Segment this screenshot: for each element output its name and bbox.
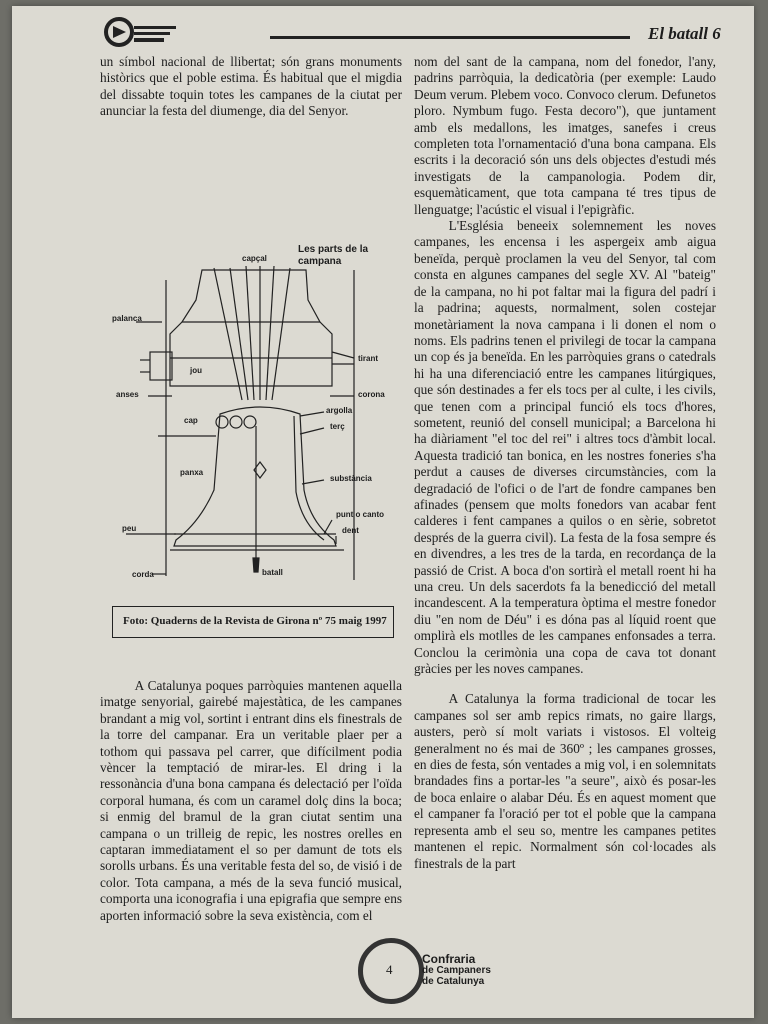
label-anses: anses: [116, 390, 139, 399]
label-dent: dent: [342, 526, 359, 535]
label-batall: batall: [262, 568, 283, 577]
label-terc: terç: [330, 422, 345, 431]
label-corona: corona: [358, 390, 385, 399]
photo-caption: Foto: Quaderns de la Revista de Girona nº 75 maig 1997: [123, 615, 387, 627]
footer-brand: Confraria de Campaners de Catalunya: [422, 952, 491, 987]
label-palanca: palanca: [112, 314, 142, 323]
left-column-bottom: [100, 678, 402, 924]
label-panxa: panxa: [180, 468, 204, 477]
header-rule: [270, 36, 630, 39]
publication-title: El batall 6: [648, 24, 721, 43]
document-page: [12, 6, 754, 1018]
label-tirant: tirant: [358, 354, 378, 363]
label-substancia: substància: [330, 474, 372, 483]
left-column-top: [100, 54, 402, 120]
label-peu: peu: [122, 524, 137, 533]
confraria-logo-icon: [104, 16, 180, 48]
bell-diagram: [110, 240, 410, 590]
label-corda: corda: [132, 570, 154, 579]
page-header: [100, 16, 740, 50]
photo-caption-box: [112, 606, 394, 638]
label-punt-canto: punt o canto: [336, 510, 384, 519]
page-number: 4: [386, 962, 393, 977]
paragraph: A Catalunya poques parròquies mantenen aquella imatge senyorial, gairebé majestàtica, de les campanes brandant a mig vol, sortint i entrant dins els finestrals de la torre del campanar. Era un veritable plaer per a tothom qui passava pel carrer, que difícilment podia vèncer la temptació de mirar-les. El dring i la ressonància d'una bona campana és delectació per l'oïda corporal humana, és com un caramel dolç dins la boca; si enmig del bramul de la gran ciutat sentim una campana o un trilleig de repic, les nostres orelles en captaran immediatament el so per damunt de tots els sorolls urbans. És una veritable festa del so, de visió i de color. Tota campana, a més de la seva funció musical, comporta una iconografia i una epigrafia que sempre ens aporten informació sobre la seva existència, com el: [100, 678, 403, 923]
label-jou: jou: [190, 366, 202, 375]
label-capcal: capçal: [242, 254, 267, 263]
paragraph: A Catalunya la forma tradicional de tocar les campanes sol ser amb repics rimats, no gaire llargs, austers, però sí molt variats i vistosos. El volteig generalment no és mai de 360º ; les campanes grosses, en dies de festa, són ventades a mig vol, i en solemnitats brandades fins a portar-les "a seure", això és posar-les de boca enlaire o alabar Déu. És en aquest moment que el campaner fa l'oració per tot el poble que la campana representa amb el seu so, mentre les campanes petites mantenen el repic. Normalment són col·locades als finestrals de la part: [414, 691, 716, 871]
paragraph: un símbol nacional de llibertat; són grans monuments històrics que el poble estima. És habitual que el migdia del dissabte toquin totes les campanes de la ciutat per anunciar la festa del diumenge, dia del Senyor.: [100, 54, 402, 119]
paragraph: L'Església beneeix solemnement les noves campanes, les encensa i les aspergeix amb aigua beneïda, perquè proclamen la veu del Senyor, tal com consta en algunes campanes del segle XV. Al "bateig" de la campana, no hi pot faltar mai la figura del padrí i la padrina; aquests, normalment, solen costejar monetàriament la nova campana i li donen el nom o noms. Els padrins tenen el privilegi de tocar la campana un cop és ja beneïda. En les parròquies grans o catedrals hi ha una diferenciació entre les campanes litúrgiques, que són destinades a fer els tocs per al culte, i les civils, que tenen com a principal funció els tocs d'hores, sometent, reunió del consell municipal; a Barcelona hi ha diàriament "el toc del rei" i altres tocs d'àmbit local. Aquesta tradició tan bonica, en les nostres foneries s'ha perdut a causes de diverses circumstàncies, com la degradació de l'ofici o de l'art de fondre campanes ben afinades (pensem que molts fonedors van acabar fent calderes i fent campanes a quilos o en sèrie, sobretot després de la guerra civil). La festa de la fosa sempre és en divendres, a les tres de la tarda, en recordança de la passió de Crist. A boca d'on sortirà el metall roent hi ha una creu. Un dels sacerdots fa la benedicció del metall incandescent. A la temperatura òptima el mestre fonedor diu "en nom de Déu" i es dóna pas al líquid roent que omplirà els motlles de les campanes enfonsades a terra. Conclou la cerimònia una copa de cava tot donant gràcies per les noves campanes.: [414, 218, 716, 677]
page-footer: [352, 936, 492, 1006]
label-argolla: argolla: [326, 406, 353, 415]
right-column: [414, 54, 716, 872]
diagram-title: Les parts de la campana: [298, 244, 369, 267]
bell-drawing: [110, 240, 410, 590]
label-cap: cap: [184, 416, 198, 425]
paragraph: nom del sant de la campana, nom del fonedor, l'any, padrins parròquia, la dedicatòria (per exemple: Laudo Deum verum. Plebem voco. Convoco clerum. Defunetos ploro. Nymbum fugo. Festa decoro"), que juntament amb els medallons, les imatges, sanefes i creus completen tota l'ornamentació d'una bona campana. Els escrits i la decoració són uns dels objectes d'estudi més investigats de la campanologia. Podem dir, esquemàticament, que tota campana té tres tipus de llenguatge; l'acústic el visual i l'epigràfic.: [414, 54, 716, 217]
